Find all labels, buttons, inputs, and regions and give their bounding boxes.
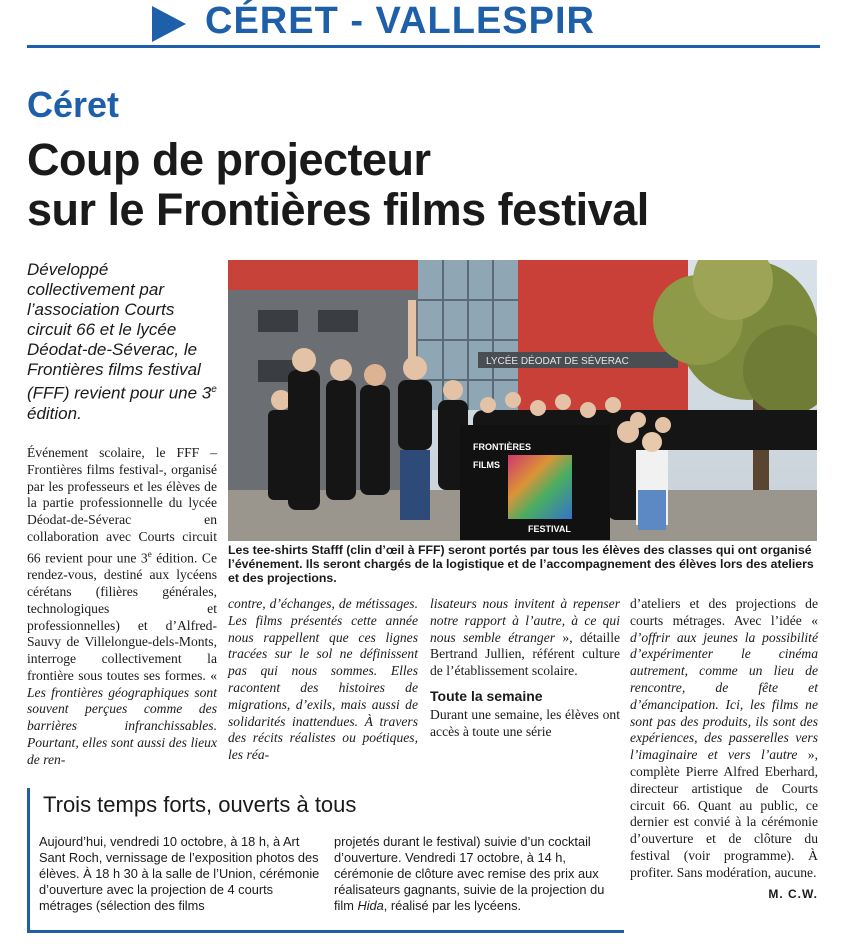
body-column-4 — [630, 596, 818, 902]
photo-caption: Les tee-shirts Stafff (clin d’œil à FFF) seront portés par tous les élèves des classes qui ont organisé l’événement. Ils seront chargés de la logistique et de l’accompagnement des élèves lors des ateliers et des projections. — [228, 543, 814, 585]
headline-line-2: sur le Frontières films festival — [27, 184, 649, 235]
section-title: CÉRET - VALLESPIR — [205, 0, 595, 42]
col4-quote: d’offrir aux jeunes la possibilité d’expérimenter le cinéma autrement, comme un lieu de rencontre, de fête et d’émancipation. Ici, les films ne sont pas des produits, ils sont des expériences, des passerelles vers l’imaginaire et vers l’autre — [630, 629, 818, 763]
col1-quote: Les frontières géographiques sont souvent perçues comme des barrières infranchissables. Pourtant, elles sont aussi des lieux de ren- — [27, 684, 217, 767]
col4-text-b: », complète Pierre Alfred Eberhard, directeur artistique de Courts circuit 66. Quant au public, ce dernier est convié à la cérémonie d’ouverture et de clôture du festival (voir programme). À profiter. Sans modération, aucune. — [630, 747, 818, 880]
section-header — [0, 0, 847, 50]
col3-rest: », détaille Bertrand Jullien, référent culture de l’établissement scolaire. — [430, 629, 621, 679]
box-bottom-rule — [27, 930, 624, 933]
body-column-3 — [430, 596, 620, 740]
lede-text: Développé collectivement par l’association Courts circuit 66 et le lycée Déodat-de-Séverac, le Frontières films festival (FFF) revient pour une 3 — [27, 260, 212, 403]
col3-text-b: Durant une semaine, les élèves ont accès à toute une série — [430, 706, 620, 739]
banner-line-2: FILMS — [473, 460, 500, 470]
box-col2-text-a: projetés durant le festival) suivie d’un cocktail d’ouverture. Vendredi 17 octobre, à 14 h, cérémonie de clôture avec remise des prix aux réalisateurs gagnants, suivie de la projection du film — [334, 834, 605, 913]
box-column-1: Aujourd’hui, vendredi 10 octobre, à 18 h, à Art Sant Roch, vernissage de l’exposition photos des élèves. À 18 h 30 à la salle de l’Union, cérémonie d’ouverture avec la projection de 4 courts métrages (sélection des films — [39, 834, 320, 913]
box-col2-text-b: , réalisé par les lycéens. — [383, 898, 522, 913]
building-sign: LYCÉE DÉODAT DE SÉVERAC — [486, 356, 629, 367]
subhead: Toute la semaine — [430, 687, 543, 704]
col1-sup: e — [147, 548, 152, 559]
author-signature: M. C.W. — [768, 886, 818, 901]
kicker: Céret — [27, 84, 120, 125]
body-column-2 — [228, 596, 418, 764]
box-column-2 — [334, 834, 621, 914]
col1-text-b: édition. Ce rendez-vous, destiné aux lycéens cérétans (filières générales, technologiques et professionnelles) et d’Alfred-Sauvy de Villelongue-dels-Monts, interroge collectivement la frontière sous toutes ses formes. « — [27, 550, 217, 683]
col1-text-a: Événement scolaire, le FFF – Frontières films festival-, organisé par les professeurs et les élèves de la partie professionnelle du lycée Déodat-de-Séverac en collaboration avec Courts circuit 66 revient pour une 3 — [27, 445, 217, 566]
lede — [27, 260, 217, 424]
photo-illustration — [228, 260, 817, 541]
article-photo — [228, 260, 817, 541]
box-film-title: Hida — [357, 898, 384, 913]
col4-text-a: d’ateliers et des projections de courts métrages. Avec l’idée « — [630, 596, 818, 628]
headline — [27, 135, 827, 235]
banner-line-1: FRONTIÈRES — [473, 442, 532, 452]
box-title: Trois temps forts, ouverts à tous — [43, 792, 357, 817]
box-left-rule — [27, 788, 30, 933]
header-rule — [27, 45, 820, 48]
info-box — [27, 788, 624, 933]
body-column-1 — [27, 445, 217, 769]
banner-line-3: FESTIVAL — [528, 524, 571, 534]
col3-quote: lisateurs nous invitent à repenser notre rapport à l’autre, à ce qui nous semble étranger — [430, 596, 620, 645]
col2-quote: contre, d’échanges, de métissages. Les films présentés cette année nous rappellent que ces lignes tracées sur le sol ne définissent pas qui nous sommes. Elles racontent des histoires de migrations, d’exils, mais aussi de solidarités inattendues. À travers des récits réalistes ou poétiques, les réa- — [228, 596, 418, 763]
lede-sup: e — [211, 384, 217, 395]
lede-end: édition. — [27, 403, 82, 423]
play-arrow-icon — [152, 6, 186, 42]
headline-line-1: Coup de projecteur — [27, 134, 431, 185]
